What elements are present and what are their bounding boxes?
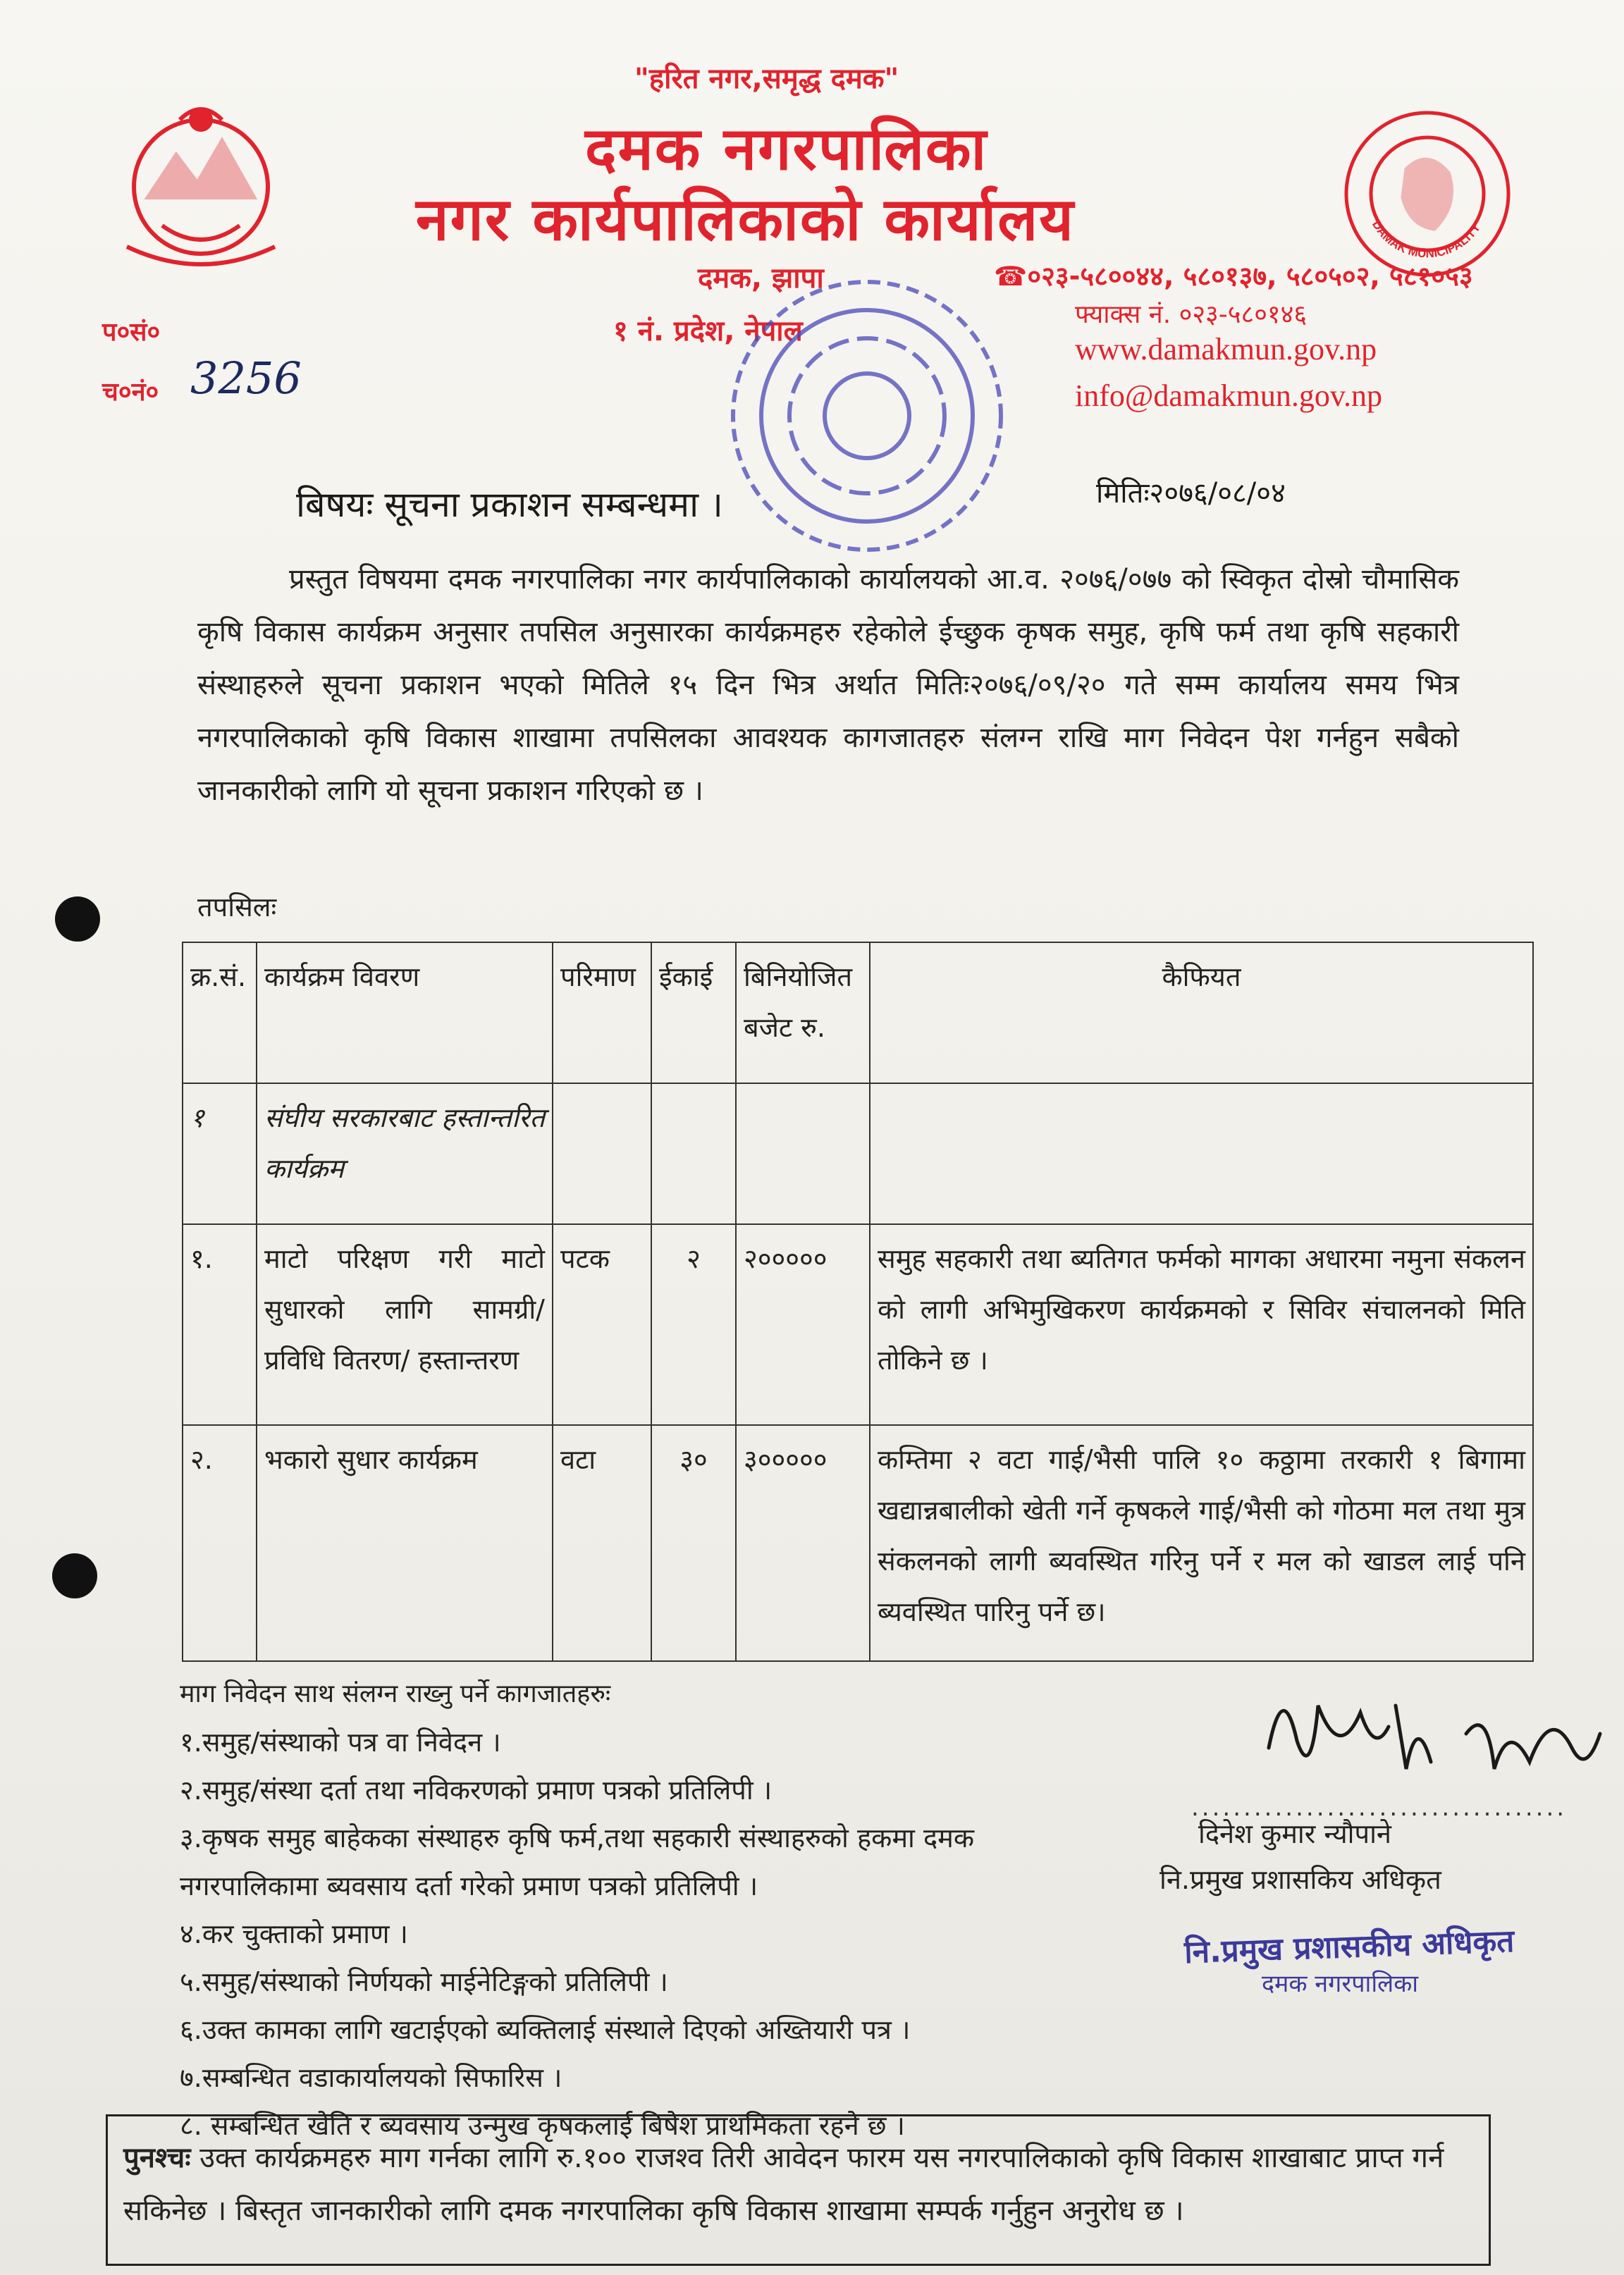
address-line2: १ नं. प्रदेश, नेपाल [613, 315, 803, 347]
official-stamp-title: नि.प्रमुख प्रशासकीय अधिकृत [1183, 1923, 1515, 1971]
row-qty: वटा [553, 1425, 651, 1661]
row-sn: १. [183, 1224, 257, 1425]
office-name: नगर कार्यपालिकाको कार्यालय [416, 185, 1075, 254]
patra-sankhya-label: प०सं० [102, 318, 161, 347]
header-budget: बिनियोजित बजेट रु. [736, 942, 870, 1083]
row-unit: ३० [651, 1425, 736, 1661]
table-row [183, 1425, 1533, 1661]
signature-dots: .................................... [1191, 1794, 1568, 1822]
subject-line: बिषयः सूचना प्रकाशन सम्बन्धमा । [296, 484, 723, 525]
section-desc: संघीय सरकारबाट हस्तान्तरित कार्यक्रम [257, 1083, 553, 1224]
documents-title: माग निवेदन साथ संलग्न राख्नु पर्ने कागजातहरुः [180, 1679, 611, 1708]
row-budget: २००००० [736, 1224, 870, 1425]
row-sn: २. [183, 1425, 257, 1661]
header-unit: ईकाई [651, 942, 736, 1083]
row-desc: माटो परिक्षण गरी माटो सुधारको लागि सामग्री/ प्रविधि वितरण/ हस्तान्तरण [257, 1224, 553, 1425]
row-remark: कम्तिमा २ वटा गाई/भैसी पालि १० कठ्ठामा तरकारी १ बिगामा खद्यान्नबालीको खेती गर्ने कृषकले गाई/भैसी को गोठमा मल तथा मुत्र संकलनको लागी ब्यवस्थित गरिनु पर्ने र मल को खाडल लाई पनि ब्यवस्थित पारिनु पर्ने छ। [870, 1425, 1533, 1661]
phone-numbers: ☎०२३-५८००४४, ५८०१३७, ५८०५०२, ५८१०५३ [994, 261, 1473, 292]
org-name: दमक नगरपालिका [585, 114, 988, 183]
email: info@damakmun.gov.np [1075, 378, 1383, 413]
list-item: १.समुह/संस्थाको पत्र वा निवेदन । [180, 1727, 501, 1758]
row-remark: समुह सहकारी तथा ब्यतिगत फर्मको मागका अधारमा नमुना संकलन को लागी अभिमुखिकरण कार्यक्रमको र सिविर संचालनको मिति तोकिने छ । [870, 1224, 1533, 1425]
table-header-row [183, 942, 1533, 1083]
list-item: ४.कर चुक्ताको प्रमाण । [180, 1918, 408, 1949]
seal-text: DAMAK MUNICIPALITY [1369, 218, 1484, 261]
municipality-seal-icon [1339, 106, 1515, 282]
address-line1: दमक, झापा [698, 262, 824, 295]
footnote [123, 2132, 1477, 2238]
chalani-label: च०नं० [102, 378, 159, 407]
letter-date: मितिः२०७६/०८/०४ [1096, 477, 1286, 510]
signatory-title: नि.प्रमुख प्रशासकिय अधिकृत [1159, 1864, 1441, 1895]
signatory-name: दिनेश कुमार न्यौपाने [1198, 1818, 1392, 1849]
section-unit [651, 1083, 736, 1224]
row-unit: २ [651, 1224, 736, 1425]
table-section-row [183, 1083, 1533, 1224]
list-item: ६.उक्त कामका लागि खटाईएको ब्यक्तिलाई संस्थाले दिएको अख्तियारी पत्र । [180, 2014, 911, 2045]
section-sn: १ [183, 1083, 257, 1224]
punch-hole [52, 1553, 97, 1598]
table-row [183, 1224, 1533, 1425]
list-item: ७.सम्बन्धित वडाकार्यालयको सिफारिस । [180, 2062, 562, 2093]
list-item: ८. सम्बन्धित खेति र ब्यवसाय उन्मुख कृषकलाई बिषेश प्राथमिकता रहने छ । [180, 2110, 905, 2141]
header-description: कार्यक्रम विवरण [257, 942, 553, 1083]
row-budget: ३००००० [736, 1425, 870, 1661]
footnote-label: पुनश्चः [123, 2142, 191, 2174]
nepal-emblem-icon [99, 92, 303, 289]
header-quantity: परिमाण [553, 942, 651, 1083]
header-remarks: कैफियत [870, 942, 1533, 1083]
row-desc: भकारो सुधार कार्यक्रम [257, 1425, 553, 1661]
slogan: "हरित नगर,समृद्ध दमक" [634, 63, 899, 95]
row-qty: पटक [553, 1224, 651, 1425]
section-qty [553, 1083, 651, 1224]
chalani-number: 3256 [190, 352, 302, 404]
list-item: ३.कृषक समुह बाहेकका संस्थाहरु कृषि फर्म,तथा सहकारी संस्थाहरुको हकमा दमक [180, 1823, 975, 1854]
documents-list [180, 1670, 974, 2150]
header-sn: क्र.सं. [183, 942, 257, 1083]
section-remark [870, 1083, 1533, 1224]
website: www.damakmun.gov.np [1075, 332, 1377, 366]
fax-number: फ्याक्स नं. ०२३-५८०१४६ [1075, 300, 1308, 329]
program-table [182, 942, 1534, 1662]
footnote-text: उक्त कार्यक्रमहरु माग गर्नका लागि रु.१०० राजश्व तिरी आवेदन फारम यस नगरपालिकाको कृषि विकास शाखाबाट प्राप्त गर्न सकिनेछ । बिस्तृत जानकारीको लागि दमक नगरपालिका कृषि विकास शाखामा सम्पर्क गर्नुहुन अनुरोध छ । [123, 2142, 1444, 2227]
office-stamp-icon [712, 268, 1022, 564]
body-paragraph: प्रस्तुत विषयमा दमक नगरपालिका नगर कार्यपालिकाको कार्यालयको आ.व. २०७६/०७७ को स्विकृत दोस्रो चौमासिक कृषि विकास कार्यक्रम अनुसार तपसिल अनुसारका कार्यक्रमहरु रहेकोले ईच्छुक कृषक समुह, कृषि फर्म तथा कृषि सहकारी संस्थाहरुले सूचना प्रकाशन भएको मितिले १५ दिन भित्र अर्थात मितिः२०७६/०९/२० गते सम्म कार्यालय समय भित्र नगरपालिकाको कृषि विकास शाखामा तपसिलका आवश्यक कागजातहरु संलग्न राखि माग निवेदन पेश गर्नहुन सबैको जानकारीको लागि यो सूचना प्रकाशन गरिएको छ । [197, 563, 1460, 807]
official-stamp-subtitle: दमक नगरपालिका [1262, 1970, 1419, 1998]
details-label: तपसिलः [197, 892, 277, 923]
section-budget [736, 1083, 870, 1224]
list-item: नगरपालिकामा ब्यवसाय दर्ता गरेको प्रमाण पत्रको प्रतिलिपी । [180, 1870, 758, 1901]
list-item: ५.समुह/संस्थाको निर्णयको माईनेटिङ्गको प्रतिलिपी । [180, 1966, 668, 1997]
list-item: २.समुह/संस्था दर्ता तथा नविकरणको प्रमाण पत्रको प्रतिलिपी । [180, 1775, 773, 1806]
punch-hole [55, 896, 100, 942]
